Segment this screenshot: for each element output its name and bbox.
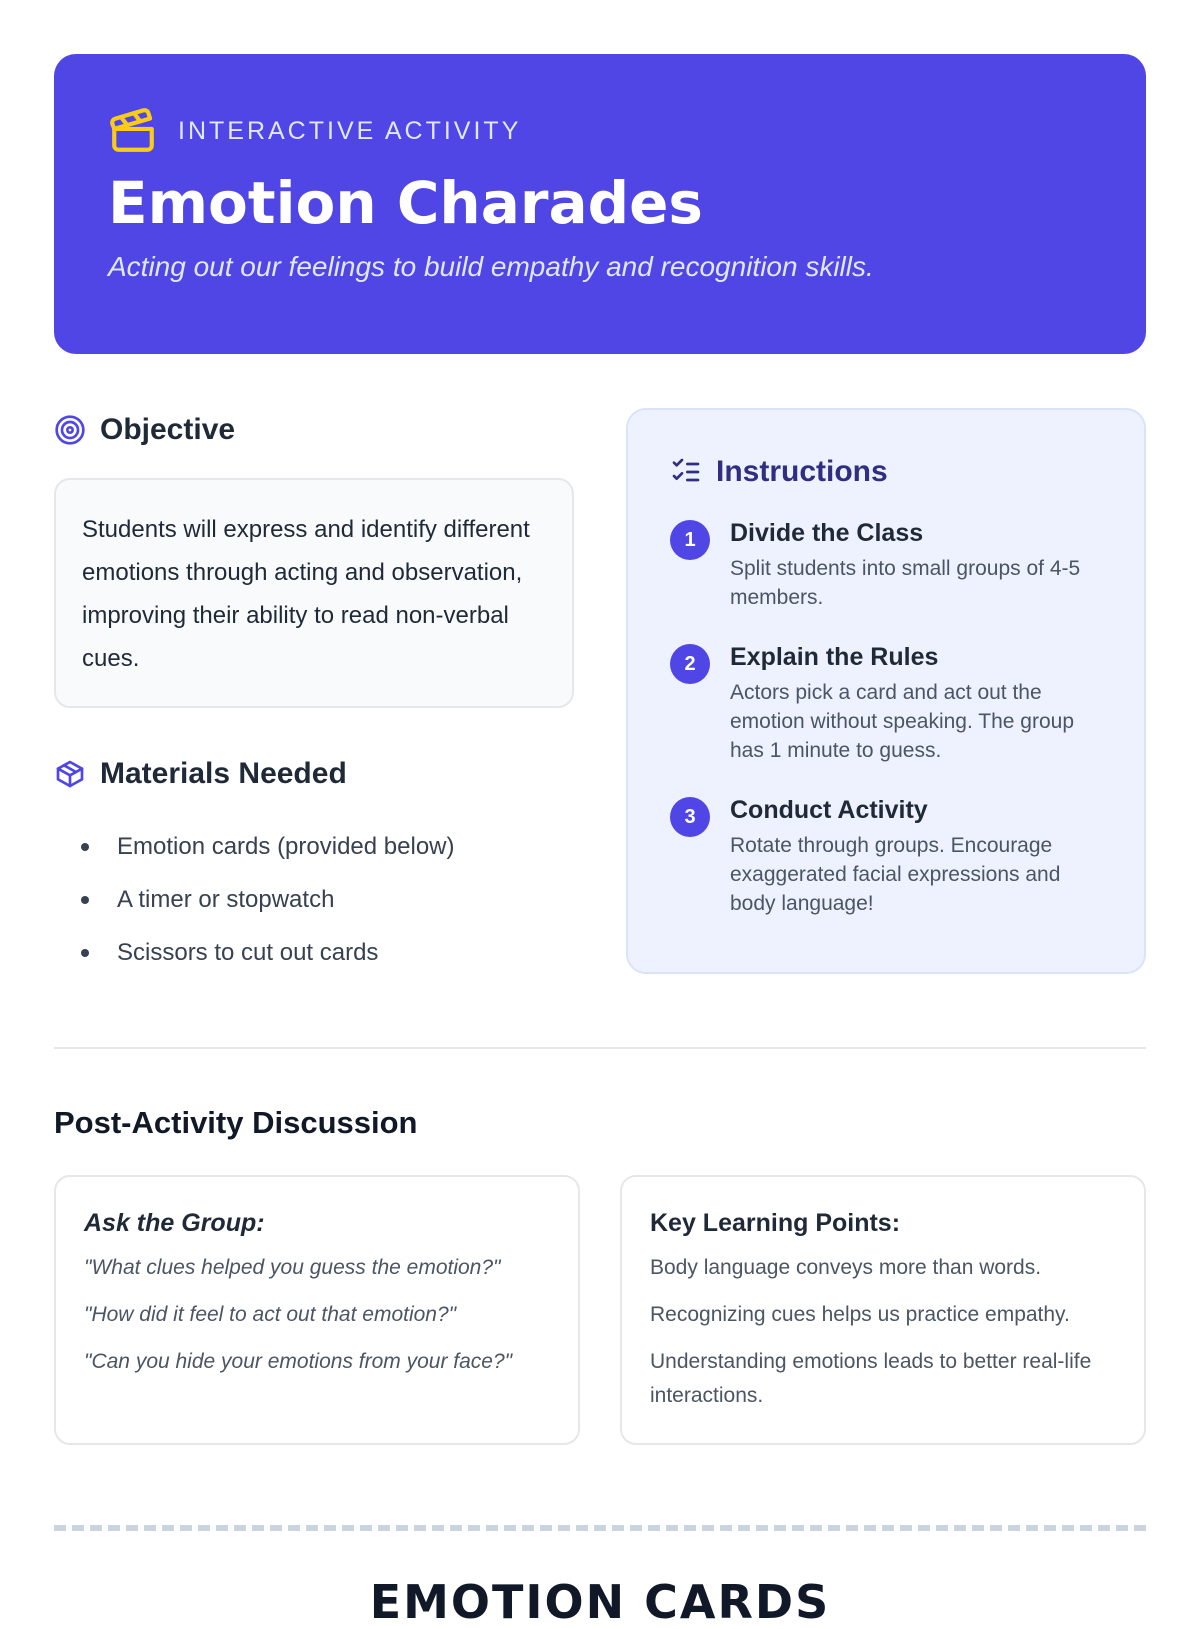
section-divider (54, 1047, 1146, 1049)
ask-group-title: Ask the Group: (84, 1209, 265, 1237)
materials-list (54, 820, 574, 979)
cut-line-divider (54, 1525, 1146, 1531)
objective-text: Students will express and identify different emotions through acting and observation, improving their ability to read non-verbal cues. (54, 478, 574, 708)
key-point: Body language conveys more than words. (650, 1256, 1042, 1279)
instructions-heading-label: Instructions (716, 455, 888, 488)
step-body (730, 640, 1102, 765)
checklist-icon (670, 456, 702, 488)
step-title: Explain the Rules (730, 643, 939, 671)
instruction-steps (670, 516, 1102, 918)
key-points-list (650, 1251, 1116, 1413)
bullet-icon (81, 896, 89, 904)
step-description: Actors pick a card and act out the emotion without speaking. The group has 1 minute to guess. (730, 681, 1074, 762)
step-title: Conduct Activity (730, 796, 928, 824)
page-title: Emotion Charades (108, 169, 703, 237)
instruction-step (670, 640, 1102, 765)
discussion-question: "Can you hide your emotions from your face?" (84, 1350, 513, 1373)
step-title: Divide the Class (730, 519, 924, 547)
key-point: Recognizing cues helps us practice empathy. (650, 1303, 1070, 1326)
list-item (54, 926, 574, 979)
step-number-badge: 3 (670, 797, 710, 837)
step-body (730, 793, 1102, 918)
discussion-heading: Post-Activity Discussion (54, 1105, 418, 1140)
key-points-title: Key Learning Points: (650, 1209, 901, 1237)
instruction-step (670, 516, 1102, 612)
bullet-icon (81, 843, 89, 851)
bullet-icon (81, 949, 89, 957)
activity-kicker (108, 106, 1092, 156)
discussion-question: "What clues helped you guess the emotion?" (84, 1256, 501, 1279)
left-column (54, 408, 574, 979)
instruction-step (670, 793, 1102, 918)
instructions-heading (670, 450, 1102, 494)
step-body (730, 516, 1102, 612)
instructions-panel (626, 408, 1146, 974)
package-icon (54, 758, 86, 790)
step-description: Rotate through groups. Encourage exaggerated facial expressions and body language! (730, 834, 1061, 915)
discussion-cards (54, 1175, 1146, 1445)
step-number-badge: 2 (670, 644, 710, 684)
step-number-badge: 1 (670, 520, 710, 560)
key-point: Understanding emotions leads to better real-life interactions. (650, 1350, 1092, 1407)
materials-heading-label: Materials Needed (100, 757, 347, 790)
target-icon (54, 414, 86, 446)
clapperboard-icon (108, 106, 158, 156)
overview-columns (54, 408, 1146, 979)
objective-heading-label: Objective (100, 413, 236, 446)
material-label: A timer or stopwatch (117, 885, 335, 913)
list-item (54, 873, 574, 926)
discussion-question: "How did it feel to act out that emotion?" (84, 1303, 457, 1326)
key-points-card (620, 1175, 1146, 1445)
emotion-cards-heading: EMOTION CARDS (369, 1575, 831, 1629)
objective-heading (54, 408, 574, 452)
page-subtitle: Acting out our feelings to build empathy and recognition skills. (108, 250, 874, 282)
materials-heading (54, 752, 574, 796)
activity-kicker-label: INTERACTIVE ACTIVITY (178, 116, 522, 145)
question-list (84, 1251, 550, 1379)
material-label: Emotion cards (provided below) (117, 832, 455, 860)
material-label: Scissors to cut out cards (117, 938, 379, 966)
ask-group-card (54, 1175, 580, 1445)
activity-header (54, 54, 1146, 354)
step-description: Split students into small groups of 4-5 members. (730, 557, 1081, 609)
list-item (54, 820, 574, 873)
